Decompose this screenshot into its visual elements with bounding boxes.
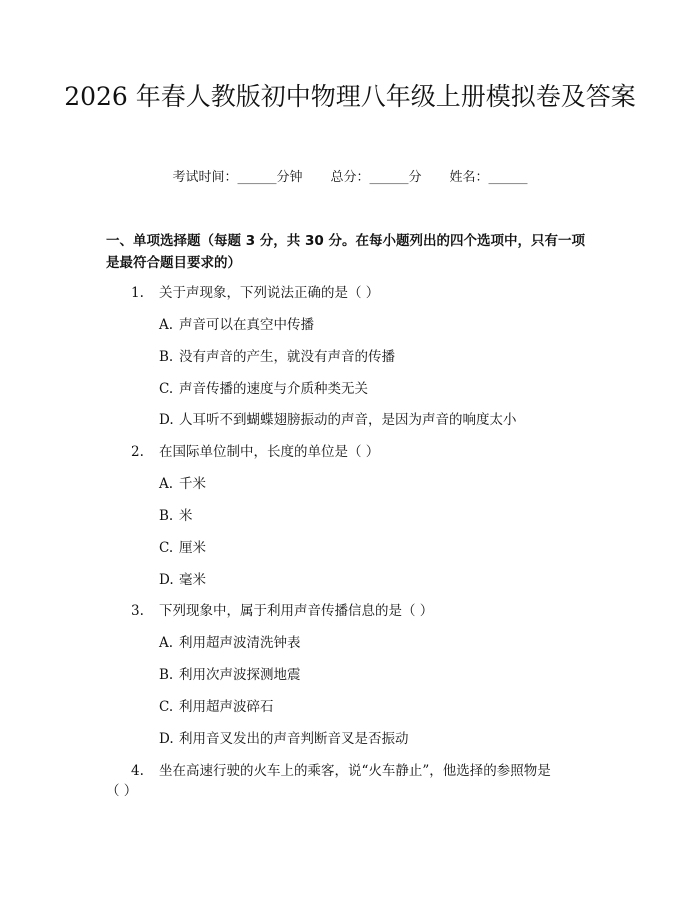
option-text: 米 [179,508,193,524]
question-text: 关于声现象，下列说法正确的是（ ） [159,285,380,301]
option-item [159,410,517,430]
option-item [159,697,274,717]
page-title: 2026 年春人教版初中物理八年级上册模拟卷及答案 [64,82,636,111]
question-text: 下列现象中，属于利用声音传播信息的是（ ） [159,603,434,619]
option-letter: B. [159,667,174,683]
option-item [159,729,409,749]
option-item [159,347,395,367]
option-letter: C. [159,699,174,715]
option-item [159,506,193,526]
option-text: 没有声音的产生，就没有声音的传播 [179,349,395,365]
total-score-field: 总分：______分 [330,170,422,185]
option-text: 厘米 [179,540,206,556]
option-item [159,570,206,590]
section-heading: 一、单项选择题（每题 3 分，共 30 分。在每小题列出的四个选项中，只有一项是最符合题目要求的） [106,233,585,271]
question-number: 1. [131,285,144,301]
option-letter: A. [159,317,174,333]
question-text-continued: （ ） [106,783,138,799]
option-item [159,315,314,335]
question-stem [131,442,581,462]
option-letter: A. [159,635,174,651]
question-text: 在国际单位制中，长度的单位是（ ） [159,444,380,460]
option-item [159,633,301,653]
question-number: 4. [131,763,144,779]
option-text: 利用次声波探测地震 [179,667,301,683]
option-text: 利用音叉发出的声音判断音叉是否振动 [179,731,409,747]
option-letter: B. [159,349,174,365]
option-item [159,474,206,494]
question-stem [131,283,581,303]
option-letter: C. [159,381,174,397]
exam-time-field: 考试时间：______分钟 [172,170,303,185]
question-stem [131,761,581,781]
question-number: 2. [131,444,144,460]
option-item [159,665,301,685]
student-name-field: 姓名：______ [449,170,528,185]
exam-meta [0,168,700,188]
option-letter: D. [159,572,174,588]
option-text: 人耳听不到蝴蝶翅膀振动的声音，是因为声音的响度太小 [179,412,517,428]
option-text: 利用超声波清洗钟表 [179,635,301,651]
question-stem [131,601,581,621]
option-text: 声音传播的速度与介质种类无关 [179,381,368,397]
option-text: 毫米 [179,572,206,588]
option-letter: D. [159,412,174,428]
question-number: 3. [131,603,144,619]
option-text: 声音可以在真空中传播 [179,317,314,333]
option-letter: B. [159,508,174,524]
option-letter: D. [159,731,174,747]
option-item [159,379,368,399]
option-letter: C. [159,540,174,556]
option-text: 利用超声波碎石 [179,699,274,715]
question-text: 坐在高速行驶的火车上的乘客，说“火车静止”，他选择的参照物是 [159,763,551,779]
option-item [159,538,206,558]
option-letter: A. [159,476,174,492]
option-text: 千米 [179,476,206,492]
